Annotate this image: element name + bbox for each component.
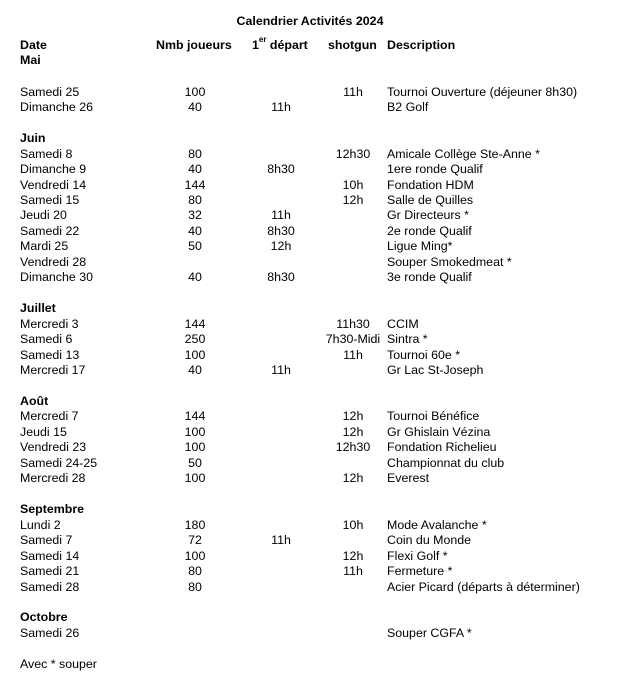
- row-shotgun: 10h: [342, 518, 364, 532]
- row-shotgun: 7h30-Midi: [325, 332, 381, 346]
- row-nmb-joueurs: 100: [184, 425, 206, 439]
- row-description: Acier Picard (départs à déterminer): [387, 580, 580, 594]
- row-shotgun: 12h: [342, 425, 364, 439]
- row-premier-depart: 11h: [271, 100, 291, 114]
- row-nmb-joueurs: 72: [188, 533, 202, 547]
- row-date: Vendredi 14: [20, 178, 87, 192]
- month-heading: Septembre: [20, 502, 85, 516]
- row-nmb-joueurs: 180: [184, 518, 206, 532]
- row-nmb-joueurs: 40: [188, 224, 202, 238]
- row-date: Mercredi 17: [20, 363, 86, 377]
- header-shotgun: shotgun: [328, 38, 377, 52]
- row-premier-depart: 8h30: [267, 162, 295, 176]
- row-shotgun: 12h: [342, 471, 364, 485]
- row-premier-depart: 11h: [271, 208, 291, 222]
- header-depart-number: 1: [252, 38, 259, 52]
- row-date: Samedi 25: [20, 85, 80, 99]
- row-premier-depart: 11h: [271, 533, 291, 547]
- row-description: Gr Ghislain Vézina: [387, 425, 491, 439]
- row-nmb-joueurs: 100: [184, 85, 206, 99]
- row-nmb-joueurs: 50: [188, 456, 202, 470]
- row-description: 1ere ronde Qualif: [387, 162, 483, 176]
- row-nmb-joueurs: 80: [188, 147, 202, 161]
- row-description: Coin du Monde: [387, 533, 472, 547]
- row-nmb-joueurs: 144: [184, 178, 206, 192]
- header-description: Description: [387, 38, 456, 52]
- month-heading: Juin: [20, 131, 46, 145]
- row-description: Tournoi Bénéfice: [387, 409, 480, 423]
- row-description: CCIM: [387, 317, 419, 331]
- month-heading: Juillet: [20, 301, 56, 315]
- row-shotgun: 12h: [342, 549, 364, 563]
- month-heading: Octobre: [20, 610, 68, 624]
- row-premier-depart: 12h: [270, 239, 292, 253]
- row-description: 3e ronde Qualif: [387, 270, 472, 284]
- row-description: B2 Golf: [387, 100, 429, 114]
- row-date: Samedi 24-25: [20, 456, 98, 470]
- row-shotgun: 12h30: [335, 147, 371, 161]
- row-date: Mardi 25: [20, 239, 69, 253]
- row-shotgun: 12h: [342, 193, 364, 207]
- row-date: Mercredi 28: [20, 471, 86, 485]
- row-date: Samedi 28: [20, 580, 80, 594]
- row-description: Tournoi Ouverture (déjeuner 8h30): [387, 85, 578, 99]
- row-description: Fondation HDM: [387, 178, 474, 192]
- row-description: Sintra *: [387, 332, 428, 346]
- header-depart-word: départ: [266, 38, 308, 52]
- row-date: Vendredi 23: [20, 440, 87, 454]
- row-nmb-joueurs: 144: [184, 409, 206, 423]
- row-nmb-joueurs: 144: [184, 317, 206, 331]
- header-nmb-joueurs: Nmb joueurs: [156, 38, 232, 52]
- row-nmb-joueurs: 40: [188, 162, 202, 176]
- footnote: Avec * souper: [20, 657, 97, 671]
- row-shotgun: 12h: [342, 409, 364, 423]
- row-description: Fondation Richelieu: [387, 440, 497, 454]
- row-description: Gr Directeurs *: [387, 208, 469, 222]
- row-date: Dimanche 26: [20, 100, 94, 114]
- row-date: Samedi 21: [20, 564, 80, 578]
- header-premier-depart: [252, 35, 308, 52]
- row-date: Samedi 7: [20, 533, 73, 547]
- row-date: Mercredi 3: [20, 317, 79, 331]
- row-description: Salle de Quilles: [387, 193, 474, 207]
- row-description: Ligue Ming*: [387, 239, 453, 253]
- row-description: Tournoi 60e *: [387, 348, 461, 362]
- row-shotgun: 11h: [343, 564, 363, 578]
- row-description: Souper Smokedmeat *: [387, 255, 512, 269]
- row-nmb-joueurs: 250: [184, 332, 206, 346]
- row-nmb-joueurs: 40: [188, 270, 202, 284]
- row-nmb-joueurs: 50: [188, 239, 202, 253]
- row-nmb-joueurs: 40: [188, 100, 202, 114]
- row-description: Championnat du club: [387, 456, 505, 470]
- row-nmb-joueurs: 80: [188, 193, 202, 207]
- month-heading: Août: [20, 394, 49, 408]
- row-date: Vendredi 28: [20, 255, 87, 269]
- row-description: Mode Avalanche *: [387, 518, 487, 532]
- row-nmb-joueurs: 100: [184, 348, 206, 362]
- row-description: 2e ronde Qualif: [387, 224, 472, 238]
- row-nmb-joueurs: 80: [188, 564, 202, 578]
- header-date: Date: [20, 38, 47, 52]
- row-date: Mercredi 7: [20, 409, 79, 423]
- row-premier-depart: 8h30: [267, 270, 295, 284]
- row-shotgun: 11h30: [336, 317, 370, 331]
- row-shotgun: 11h: [343, 348, 363, 362]
- row-description: Souper CGFA *: [387, 626, 472, 640]
- row-date: Jeudi 15: [20, 425, 67, 439]
- row-nmb-joueurs: 40: [188, 363, 202, 377]
- row-shotgun: 12h30: [335, 440, 371, 454]
- row-date: Samedi 14: [20, 549, 80, 563]
- row-description: Flexi Golf *: [387, 549, 448, 563]
- row-date: Dimanche 9: [20, 162, 87, 176]
- row-description: Everest: [387, 471, 430, 485]
- row-date: Samedi 13: [20, 348, 80, 362]
- row-nmb-joueurs: 80: [188, 580, 202, 594]
- row-date: Jeudi 20: [20, 208, 67, 222]
- row-nmb-joueurs: 100: [184, 440, 206, 454]
- month-heading: Mai: [20, 53, 41, 67]
- header-depart-superscript: er: [258, 35, 267, 44]
- row-shotgun: 10h: [342, 178, 364, 192]
- row-date: Samedi 8: [20, 147, 73, 161]
- row-date: Samedi 26: [20, 626, 80, 640]
- row-description: Amicale Collège Ste-Anne *: [387, 147, 540, 161]
- row-date: Lundi 2: [20, 518, 61, 532]
- row-date: Dimanche 30: [20, 270, 94, 284]
- row-date: Samedi 15: [20, 193, 80, 207]
- row-premier-depart: 8h30: [267, 224, 295, 238]
- row-nmb-joueurs: 100: [184, 549, 206, 563]
- row-description: Fermeture *: [387, 564, 453, 578]
- row-date: Samedi 6: [20, 332, 73, 346]
- row-nmb-joueurs: 32: [188, 208, 202, 222]
- row-nmb-joueurs: 100: [184, 471, 206, 485]
- page-title: Calendrier Activités 2024: [236, 14, 384, 28]
- row-description: Gr Lac St-Joseph: [387, 363, 484, 377]
- row-date: Samedi 22: [20, 224, 80, 238]
- row-premier-depart: 11h: [271, 363, 291, 377]
- row-shotgun: 11h: [343, 85, 363, 99]
